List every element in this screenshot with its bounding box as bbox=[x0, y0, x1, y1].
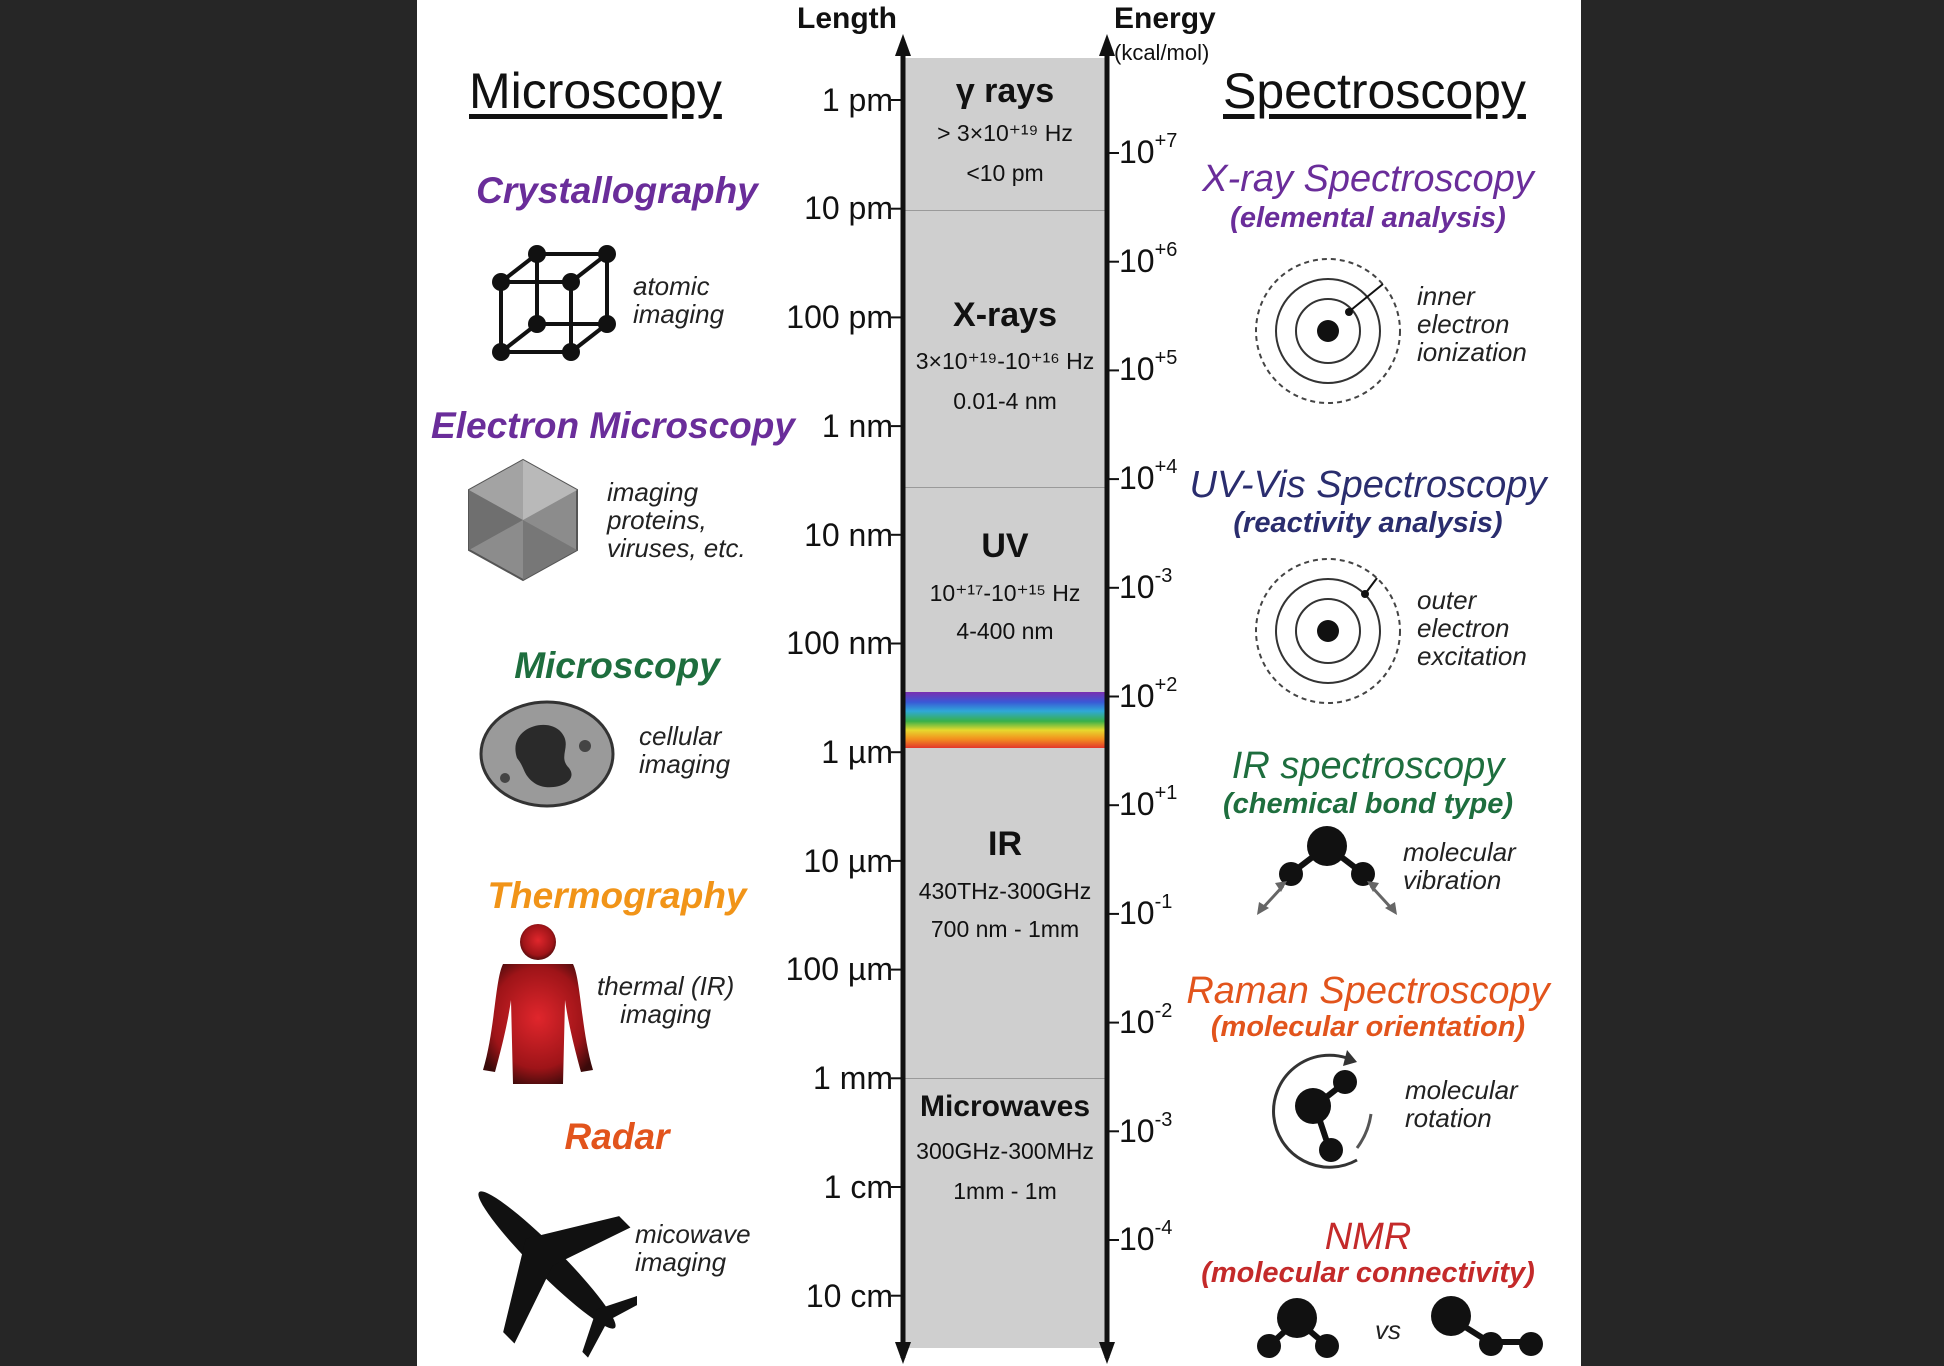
spectroscopy-caption-nmr: vs bbox=[1375, 1315, 1401, 1345]
microscopy-title-radar: Radar bbox=[564, 1116, 670, 1157]
length-tick-label: 100 µm bbox=[785, 951, 893, 987]
band-wavelength-xrays: 0.01-4 nm bbox=[953, 388, 1057, 414]
spectroscopy-subtitle-raman: (molecular orientation) bbox=[1210, 1011, 1526, 1043]
length-tick-label: 100 pm bbox=[786, 299, 893, 335]
microscopy-title-cellular: Microscopy bbox=[514, 645, 720, 686]
microscopy-caption-cellular: cellular imaging bbox=[639, 721, 731, 779]
band-wavelength-microwaves: 1mm - 1m bbox=[953, 1178, 1057, 1204]
length-tick-label: 100 nm bbox=[786, 625, 893, 661]
spectroscopy-caption-uvvis: outer electron excitation bbox=[1417, 585, 1527, 671]
molecule-rotation-icon bbox=[1247, 1040, 1397, 1170]
spectroscopy-title-xray: X-ray Spectroscopy bbox=[1202, 158, 1534, 200]
length-tick-label: 1 pm bbox=[821, 82, 893, 118]
spectroscopy-subtitle-nmr: (molecular connectivity) bbox=[1201, 1257, 1535, 1289]
band-frequency-gamma: > 3×10⁺¹⁹ Hz bbox=[937, 120, 1073, 146]
spectroscopy-caption-raman: molecular rotation bbox=[1405, 1075, 1518, 1133]
band-name-microwaves: Microwaves bbox=[919, 1090, 1091, 1123]
length-tick-label: 10 nm bbox=[804, 517, 893, 553]
length-tick-label: 10 cm bbox=[805, 1278, 893, 1314]
energy-tick-label: $10^{+2}$ bbox=[1119, 674, 1178, 714]
energy-tick-label: $10^{+7}$ bbox=[1119, 130, 1178, 170]
band-name-uv: UV bbox=[981, 527, 1029, 565]
microscopy-caption-crystallography: atomic imaging bbox=[633, 271, 725, 329]
energy-tick-label: $10^{-1}$ bbox=[1119, 891, 1173, 931]
band-frequency-microwaves: 300GHz-300MHz bbox=[916, 1138, 1094, 1164]
molecule-connectivity-icon bbox=[1249, 1290, 1349, 1366]
spectroscopy-title-ir: IR spectroscopy bbox=[1231, 745, 1505, 787]
atom-inner-electron-icon bbox=[1253, 256, 1403, 406]
spectroscopy-title-uvvis: UV-Vis Spectroscopy bbox=[1189, 464, 1547, 506]
microscopy-caption-electron: imaging proteins, viruses, etc. bbox=[607, 477, 746, 563]
molecule-chain-icon bbox=[1425, 1290, 1555, 1366]
spectroscopy-subtitle-ir: (chemical bond type) bbox=[1222, 788, 1514, 820]
spectroscopy-heading: Spectroscopy bbox=[1223, 63, 1526, 119]
spectroscopy-subtitle-xray: (elemental analysis) bbox=[1230, 202, 1506, 234]
energy-tick-label: $10^{+1}$ bbox=[1119, 782, 1178, 822]
spectroscopy-title-raman: Raman Spectroscopy bbox=[1186, 970, 1550, 1012]
energy-axis-arrow-up bbox=[1099, 34, 1115, 56]
length-tick-label: 1 nm bbox=[821, 408, 893, 444]
airplane-icon bbox=[457, 1160, 637, 1360]
energy-axis-unit: (kcal/mol) bbox=[1114, 40, 1210, 65]
microscopy-title-electron: Electron Microscopy bbox=[431, 405, 795, 446]
length-tick-label: 10 µm bbox=[803, 843, 893, 879]
band-name-gamma: γ rays bbox=[955, 72, 1055, 110]
energy-axis-title: Energy bbox=[1114, 2, 1216, 35]
length-tick-label: 1 mm bbox=[813, 1060, 893, 1096]
band-frequency-uv: 10⁺¹⁷-10⁺¹⁵ Hz bbox=[929, 580, 1081, 606]
length-axis-arrow-down bbox=[895, 1342, 911, 1364]
energy-tick-label: $10^{-3}$ bbox=[1119, 1109, 1173, 1149]
microscopy-caption-thermography: thermal (IR) imaging bbox=[597, 971, 735, 1029]
virus-capsid-icon bbox=[465, 458, 581, 582]
length-axis-arrow-up bbox=[895, 34, 911, 56]
microscopy-caption-radar: micowave imaging bbox=[635, 1219, 751, 1277]
energy-axis-arrow-down bbox=[1099, 1342, 1115, 1364]
atom-outer-electron-icon bbox=[1253, 556, 1403, 706]
energy-tick-label: $10^{-2}$ bbox=[1119, 1000, 1173, 1040]
band-wavelength-ir: 700 nm - 1mm bbox=[930, 916, 1080, 942]
spectroscopy-title-nmr: NMR bbox=[1324, 1216, 1412, 1258]
cell-icon bbox=[477, 698, 617, 810]
energy-tick-label: $10^{-4}$ bbox=[1119, 1217, 1173, 1257]
microscopy-heading: Microscopy bbox=[469, 63, 722, 119]
length-tick-label: 1 µm bbox=[821, 734, 893, 770]
band-frequency-ir: 430THz-300GHz bbox=[918, 878, 1092, 904]
length-tick-label: 1 cm bbox=[823, 1169, 893, 1205]
figure-panel bbox=[417, 0, 1581, 1366]
microscopy-title-thermography: Thermography bbox=[487, 875, 747, 916]
energy-tick-label: $10^{+5}$ bbox=[1119, 347, 1178, 387]
spectroscopy-caption-ir: molecular vibration bbox=[1403, 837, 1516, 895]
energy-tick-label: $10^{+6}$ bbox=[1119, 239, 1178, 279]
microscopy-title-crystallography: Crystallography bbox=[476, 170, 758, 211]
band-wavelength-gamma: <10 pm bbox=[966, 160, 1044, 186]
band-name-ir: IR bbox=[988, 825, 1022, 863]
spectroscopy-caption-xray: inner electron ionization bbox=[1417, 281, 1527, 367]
band-wavelength-uv: 4-400 nm bbox=[956, 618, 1054, 644]
band-name-xrays: X-rays bbox=[953, 296, 1057, 334]
spectroscopy-subtitle-uvvis: (reactivity analysis) bbox=[1233, 507, 1503, 539]
crystal-lattice-icon bbox=[487, 242, 617, 362]
energy-tick-label: $10^{+4}$ bbox=[1119, 456, 1178, 496]
human-body-icon bbox=[473, 920, 603, 1086]
energy-tick-label: $10^{-3}$ bbox=[1119, 565, 1173, 605]
length-tick-label: 10 pm bbox=[804, 190, 893, 226]
molecule-vibration-icon bbox=[1247, 820, 1407, 920]
band-frequency-xrays: 3×10⁺¹⁹-10⁺¹⁶ Hz bbox=[915, 348, 1095, 374]
length-axis-title: Length bbox=[797, 2, 897, 35]
